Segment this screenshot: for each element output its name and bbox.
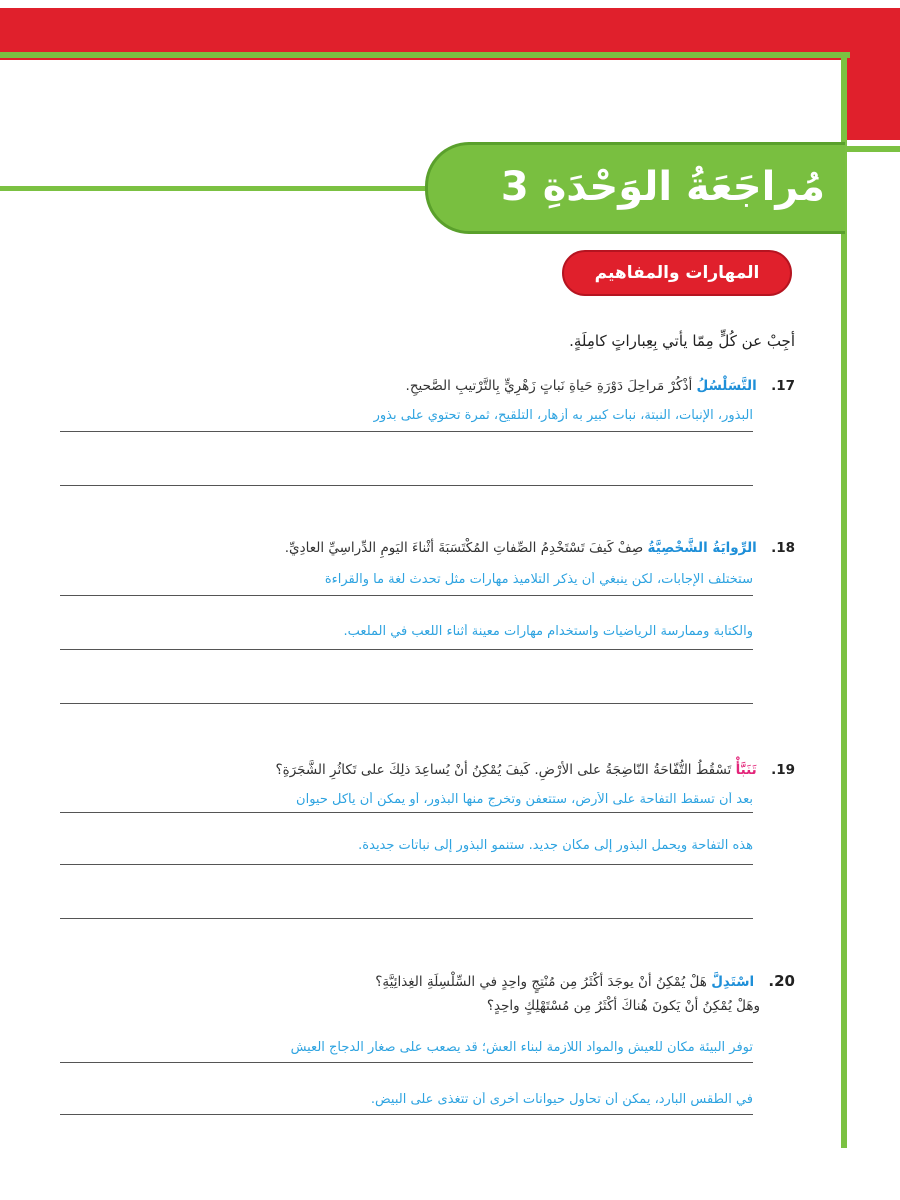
answer-rule	[60, 1062, 753, 1063]
question-text: هَلْ يُمْكِنُ أنْ يوجَدَ أكْثَرُ مِن مُنْتِجٍ واحِدٍ في السِّلْسِلَةِ الغِذائِيَّةِ؟	[375, 974, 707, 990]
question-text: تَسْقُطُ التُّفّاحَةُ النّاضِجَةُ على الأرْضِ. كَيفَ يُمْكِنُ أنْ يُساعِدَ ذلِكَ على تَكاثُرِ الشَّجَرَةِ؟	[275, 762, 732, 778]
question-keyword: تَنَبَّأْ	[735, 762, 757, 778]
question-text: أذْكُرْ مَراحِلَ دَوْرَةِ حَياةِ نَباتٍ زَهْرِيٍّ بِالتَّرْتيبِ الصَّحيحِ.	[405, 378, 693, 394]
question-20-line2: وهَلْ يُمْكِنُ أنْ يَكونَ هُناكَ أكْثَرُ مِن مُسْتَهْلِكٍ واحِدٍ؟	[486, 998, 760, 1014]
answer-rule	[60, 864, 753, 865]
answer-rule	[60, 812, 753, 813]
answer-rule	[60, 595, 753, 596]
question-19	[60, 762, 795, 778]
question-text: صِفْ كَيفَ تَسْتَخْدِمُ الصِّفاتِ المُكْتَسَبَةَ أثْناءَ اليَومِ الدِّراسِيِّ العادِيِّ.	[284, 540, 644, 556]
answer-rule	[60, 703, 753, 704]
question-20	[60, 972, 795, 990]
question-number: 20.	[768, 972, 795, 990]
answer-rule	[60, 1114, 753, 1115]
instruction-text: أجِبْ عن كُلٍّ مِمّا يأتي بِعِباراتٍ كامِلَةٍ.	[569, 332, 795, 350]
question-keyword: اسْتَدِلَّ	[711, 974, 755, 990]
question-number: 18.	[771, 540, 795, 556]
question-number: 17.	[771, 378, 795, 394]
question-number: 19.	[771, 762, 795, 778]
question-18	[60, 540, 795, 556]
top-green-border	[0, 52, 850, 58]
title-green-line	[0, 186, 430, 191]
question-17	[60, 378, 795, 394]
answer-rule	[60, 485, 753, 486]
question-keyword: الرِّوايَةُ الشَّخْصِيَّةُ	[647, 540, 757, 556]
answer-line: في الطقس البارد، يمكن أن تحاول حيوانات أخرى أن تتغذى على البيض.	[370, 1092, 753, 1107]
right-red-block	[845, 60, 900, 140]
answer-line: ستختلف الإجابات، لكن ينبغي أن يذكر التلاميذ مهارات مثل تحدث لغة ما والقراءة	[324, 572, 753, 587]
answer-line: بعد أن تسقط التفاحة على الأرض، ستتعفن وتخرج منها البذور، أو يمكن أن يأكل حيوان	[296, 792, 753, 807]
answer-rule	[60, 918, 753, 919]
question-keyword: التَّسَلْسُلُ	[696, 378, 757, 394]
answer-rule	[60, 431, 753, 432]
page-title: مُراجَعَةُ الوَحْدَةِ 3	[500, 164, 825, 210]
answer-line: البذور، الإنبات، النبتة، نبات كبير به أزهار، التلقيح، ثمرة تحتوي على بذور	[373, 408, 753, 423]
right-green-stub	[847, 146, 900, 152]
answer-rule	[60, 649, 753, 650]
answer-line: توفر البيئة مكان للعيش والمواد اللازمة لبناء العش؛ قد يصعب على صغار الدجاج العيش	[290, 1040, 753, 1055]
answer-line: هذه التفاحة ويحمل البذور إلى مكان جديد. ستنمو البذور إلى نباتات جديدة.	[358, 838, 753, 853]
answer-line: والكتابة وممارسة الرياضيات واستخدام مهارات معينة أثناء اللعب في الملعب.	[343, 624, 753, 639]
section-pill: المهارات والمفاهيم	[562, 250, 792, 296]
